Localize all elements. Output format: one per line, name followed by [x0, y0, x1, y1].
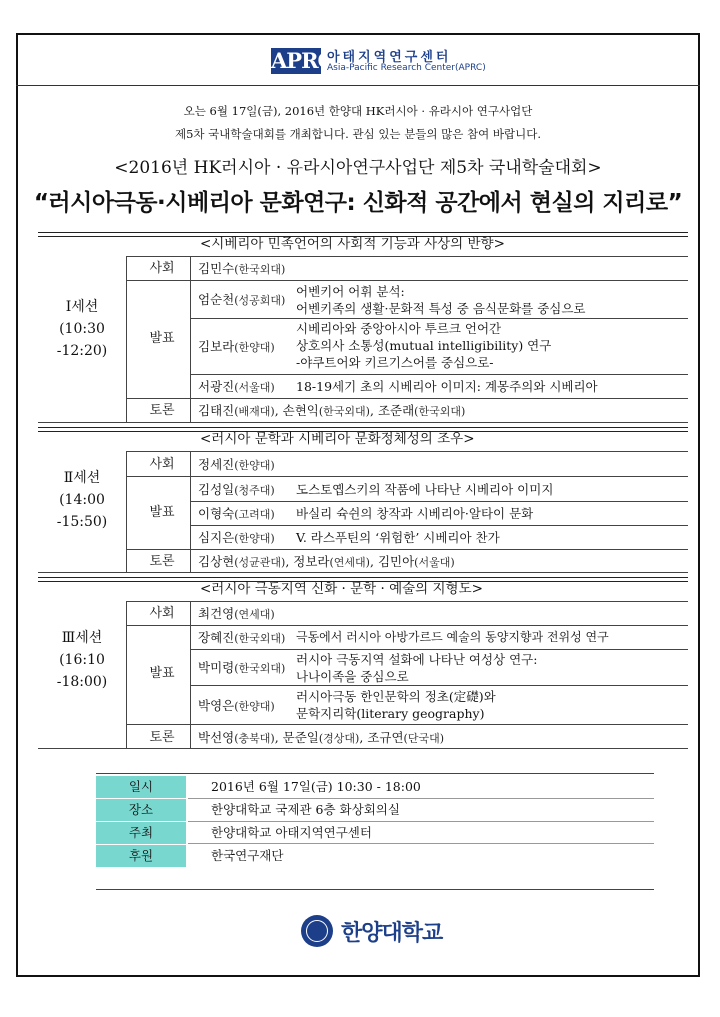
hanyang-logo — [301, 914, 451, 950]
presenter: 심지은(한양대) — [198, 530, 275, 545]
session-name: Ⅱ세션 (14:00 -15:50) — [56, 470, 108, 530]
university-seal-icon — [301, 915, 333, 947]
discussion-label: 토론 — [149, 554, 175, 569]
info-value-venue: 한양대학교 국제관 6층 화상회의실 — [211, 802, 400, 817]
presentation-label: 발표 — [149, 505, 175, 520]
session-1 — [38, 232, 688, 422]
info-label-sponsor: 후원 — [96, 845, 186, 867]
discussants: 김태진(배재대), 손현익(한국외대), 조준래(한국외대) — [198, 403, 466, 418]
presenter: 장혜진(한국외대) — [198, 630, 286, 645]
presentation-title: 어벤키어 어휘 분석: 어벤키족의 생활·문화적 특성 중 음식문화를 중심으로 — [296, 284, 586, 316]
university-name: 한양대학교 — [341, 921, 443, 946]
session-name: Ⅲ세션 (16:10 -18:00) — [56, 630, 108, 690]
intro-line-1: 오는 6월 17일(금), 2016년 한양대 HK러시아 · 유라시아 연구사업단 — [183, 104, 533, 118]
discussants: 김상현(성균관대), 정보라(연세대), 김민아(서울대) — [198, 554, 455, 569]
presentation-title: 시베리아와 중앙아시아 투르크 언어간 상호의사 소통성(mutual intelligibility) 연구 -야쿠트어와 키르기스어를 중심으로- — [296, 321, 552, 370]
presenter: 엄순천(성공회대) — [198, 292, 286, 307]
presenter: 서광진(서울대) — [198, 379, 275, 394]
chair: 정세진(한양대) — [198, 457, 275, 472]
chair-label: 사회 — [149, 606, 175, 621]
chair-label: 사회 — [149, 261, 175, 276]
session-name: Ⅰ세션 (10:30 -12:20) — [56, 299, 108, 359]
logo-mark: APRC — [271, 48, 334, 73]
info-value-host: 한양대학교 아태지역연구센터 — [211, 825, 372, 840]
session-theme: <러시아 극동지역 신화 · 문학 · 예술의 지형도> — [200, 581, 483, 597]
presentation-label: 발표 — [149, 331, 175, 346]
header-divider — [16, 85, 700, 86]
discussants: 박선영(충북대), 문준일(경상대), 조규연(단국대) — [198, 730, 445, 745]
presenter: 이형숙(고려대) — [198, 506, 275, 521]
presentation-title: 러시아 극동지역 설화에 나타난 여성상 연구: 나나이족을 중심으로 — [296, 652, 538, 684]
session-theme: <시베리아 민족언어의 사회적 기능과 사상의 반향> — [200, 236, 505, 252]
event-subtitle: <2016년 HK러시아 · 유라시아연구사업단 제5차 국내학술대회> — [114, 158, 602, 178]
presentation-title: 러시아극동 한인문학의 정초(定礎)와 문학지리학(literary geography) — [296, 689, 496, 721]
info-label-host: 주최 — [96, 822, 186, 844]
logo-english: Asia-Pacific Research Center(APRC) — [327, 63, 486, 73]
intro-line-2: 제5차 국내학술대회를 개최합니다. 관심 있는 분들의 많은 참여 바랍니다. — [174, 127, 542, 141]
aprc-logo — [271, 46, 486, 78]
presentation-title: 극동에서 러시아 아방가르드 예술의 동양지향과 전위성 연구 — [296, 630, 609, 644]
chair: 최건영(연세대) — [198, 606, 275, 621]
discussion-label: 토론 — [149, 403, 175, 418]
presentation-title: 18-19세기 초의 시베리아 이미지: 계몽주의와 시베리아 — [296, 379, 598, 394]
info-value-date: 2016년 6월 17일(금) 10:30 - 18:00 — [211, 779, 421, 794]
logo-korean: 아태지역연구센터 — [327, 50, 452, 65]
presenter: 박미령(한국외대) — [198, 660, 286, 675]
discussion-label: 토론 — [149, 730, 175, 745]
presenter: 박영은(한양대) — [198, 698, 275, 713]
info-label-date: 일시 — [96, 776, 186, 798]
presentation-label: 발표 — [149, 666, 175, 681]
info-value-sponsor: 한국연구재단 — [211, 848, 284, 863]
presenter: 김보라(한양대) — [198, 339, 275, 354]
presenter: 김성일(청주대) — [198, 482, 275, 497]
event-info-table — [96, 773, 654, 889]
session-theme: <러시아 문학과 시베리아 문화정체성의 조우> — [200, 431, 475, 447]
presentation-title: 도스토옙스키의 작품에 나타난 시베리아 이미지 — [296, 482, 554, 497]
session-3 — [38, 577, 688, 748]
presentation-title: 바실리 슉쉰의 창작과 시베리아·알타이 문화 — [296, 506, 534, 521]
info-label-venue: 장소 — [96, 799, 186, 821]
event-title: “러시아극동·시베리아 문화연구: 신화적 공간에서 현실의 지리로” — [33, 190, 683, 216]
chair: 김민수(한국외대) — [198, 261, 286, 276]
chair-label: 사회 — [149, 457, 175, 472]
presentation-title: V. 라스푸틴의 ‘위험한’ 시베리아 찬가 — [296, 530, 500, 545]
session-2 — [38, 427, 688, 572]
